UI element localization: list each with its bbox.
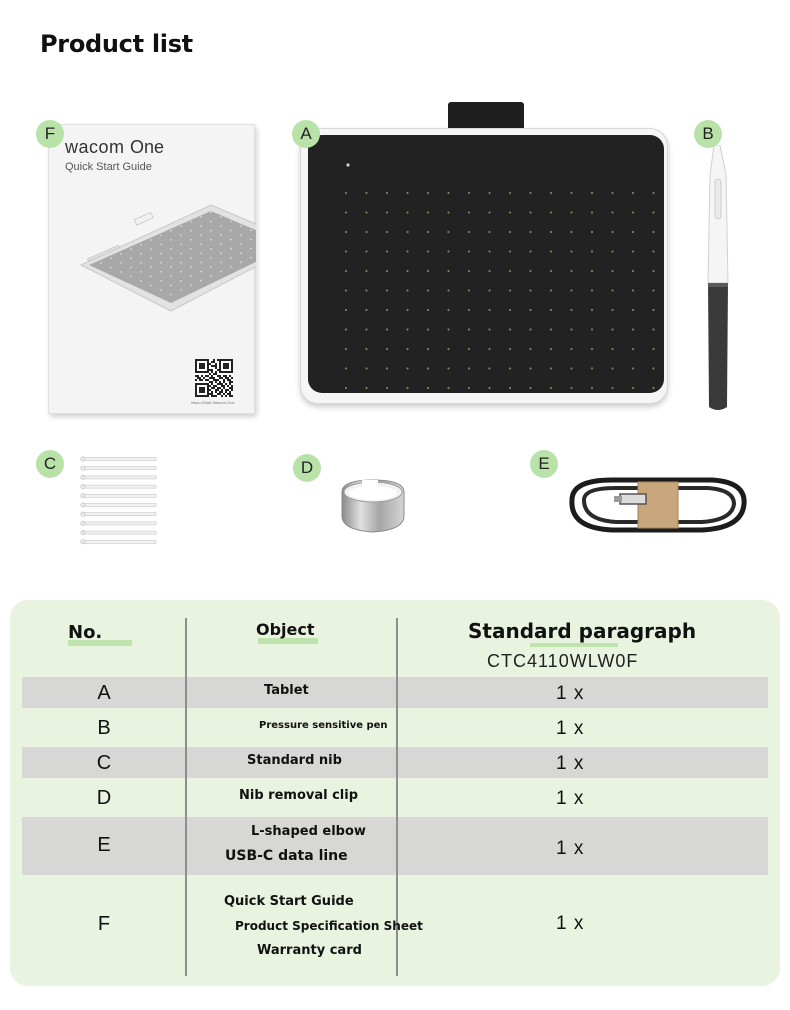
badge-f: F [36, 120, 64, 148]
nibs-image [76, 455, 160, 550]
row-qty: 1 x [556, 718, 585, 739]
guide-subtitle: Quick Start Guide [65, 161, 152, 173]
row-qty: 1 x [556, 838, 585, 859]
badge-e: E [530, 450, 558, 478]
row-object: Pressure sensitive pen [259, 720, 388, 731]
tablet-image [300, 128, 668, 404]
row-object: Nib removal clip [239, 788, 359, 803]
row-no: D [96, 787, 112, 809]
quick-start-guide-image [48, 124, 255, 414]
nib-clip-image [336, 476, 410, 536]
badge-c: C [36, 450, 64, 478]
guide-brand: wacom One [65, 137, 165, 157]
tablet-dot-grid [308, 135, 664, 393]
qr-code [195, 359, 233, 397]
header-no: No. [68, 622, 103, 643]
row-no: F [97, 913, 111, 935]
header-object: Object [256, 620, 315, 639]
header-model-number: CTC4110WLW0F [487, 651, 639, 671]
guide-url: https://Start.Wacom.One [191, 400, 235, 405]
row-object: Tablet [264, 683, 309, 698]
row-shade-e [22, 817, 768, 875]
row-no: E [97, 834, 111, 856]
row-qty: 1 x [556, 683, 585, 704]
badge-a: A [292, 120, 320, 148]
row-qty: 1 x [556, 913, 585, 934]
row-no: C [96, 752, 112, 774]
tablet-surface [308, 135, 664, 393]
divider-left [185, 618, 187, 976]
header-standard-paragraph: Standard paragraph [468, 619, 697, 643]
row-qty: 1 x [556, 788, 585, 809]
header-highlight-standard [530, 643, 618, 647]
badge-b: B [694, 120, 722, 148]
row-shade-c [22, 747, 768, 778]
row-shade-a [22, 677, 768, 708]
badge-d: D [293, 454, 321, 482]
usb-c-cable-image [562, 470, 752, 540]
row-object: L-shaped elbow [251, 824, 366, 839]
row-qty: 1 x [556, 753, 585, 774]
pen-image [698, 145, 738, 415]
row-object: Standard nib [247, 753, 342, 768]
row-object: Warranty card [257, 943, 362, 958]
row-object: Product Specification Sheet [235, 919, 423, 933]
row-object: USB-C data line [225, 848, 348, 864]
row-no: A [97, 682, 111, 704]
page-title: Product list [40, 30, 193, 58]
guide-tablet-illustration [71, 203, 271, 313]
row-no: B [97, 717, 111, 739]
row-object: Quick Start Guide [224, 894, 354, 909]
